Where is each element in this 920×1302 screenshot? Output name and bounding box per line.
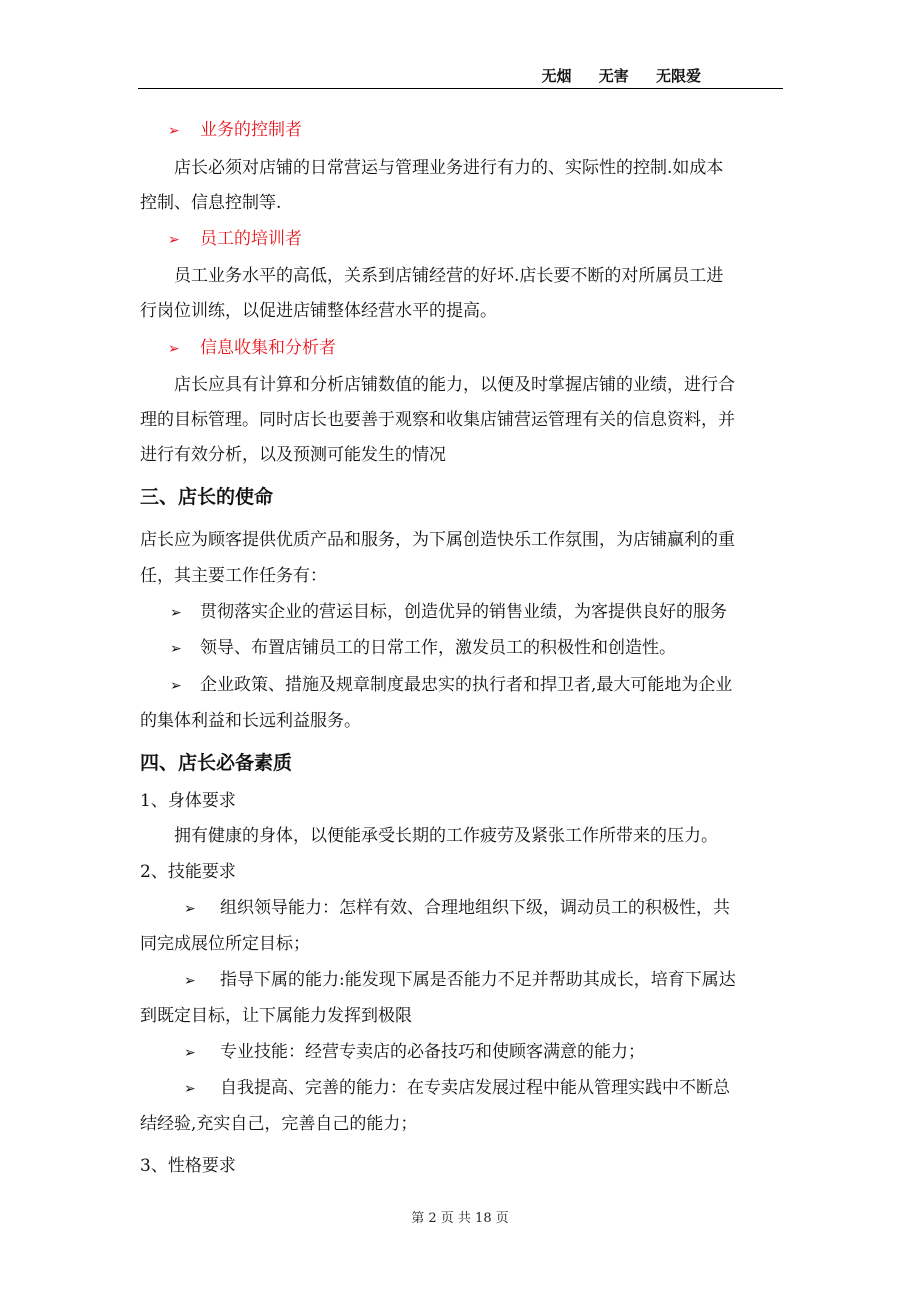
role-title-text: 信息收集和分析者 xyxy=(200,338,336,358)
role-title-analyst xyxy=(168,337,336,360)
page-footer: 第 2 页 共 18 页 xyxy=(411,1211,509,1226)
list-item-text: 指导下属的能力:能发现下属是否能力不足并帮助其成长，培育下属达 xyxy=(220,970,736,990)
list-item-text: 领导、布置店铺员工的日常工作，激发员工的积极性和创造性。 xyxy=(200,638,676,658)
arrow-bullet-icon: ➢ xyxy=(168,123,180,139)
arrow-bullet-icon: ➢ xyxy=(168,341,180,357)
paragraph-line: 到既定目标，让下属能力发挥到极限 xyxy=(140,1006,412,1026)
paragraph-line: 店长应具有计算和分析店铺数值的能力，以便及时掌握店铺的业绩，进行合 xyxy=(174,375,735,395)
numbered-subheading: 2、技能要求 xyxy=(140,862,236,882)
list-item xyxy=(184,969,736,992)
list-item xyxy=(170,601,727,624)
list-item-text: 专业技能：经营专卖店的必备技巧和使顾客满意的能力； xyxy=(220,1042,645,1062)
arrow-bullet-icon: ➢ xyxy=(170,605,182,621)
paragraph-line: 任，其主要工作任务有： xyxy=(140,566,327,586)
list-item-text: 企业政策、措施及规章制度最忠实的执行者和捍卫者,最大可能地为企业 xyxy=(200,675,733,695)
role-title-text: 业务的控制者 xyxy=(200,120,302,140)
role-title-control xyxy=(168,119,302,142)
paragraph-line: 同完成展位所定目标； xyxy=(140,934,310,954)
arrow-bullet-icon: ➢ xyxy=(170,678,182,694)
arrow-bullet-icon: ➢ xyxy=(184,1045,196,1061)
paragraph-line: 拥有健康的身体，以便能承受长期的工作疲劳及紧张工作所带来的压力。 xyxy=(174,826,718,846)
paragraph-line: 进行有效分析，以及预测可能发生的情况 xyxy=(140,445,446,465)
arrow-bullet-icon: ➢ xyxy=(184,1081,196,1097)
list-item-text: 自我提高、完善的能力：在专卖店发展过程中能从管理实践中不断总 xyxy=(220,1078,730,1098)
header-slogan-3: 无限爱 xyxy=(655,67,701,85)
paragraph-line: 行岗位训练，以促进店铺整体经营水平的提高。 xyxy=(140,301,497,321)
arrow-bullet-icon: ➢ xyxy=(168,232,180,248)
paragraph-line: 店长应为顾客提供优质产品和服务，为下属创造快乐工作氛围，为店铺赢利的重 xyxy=(140,530,735,550)
paragraph-line: 控制、信息控制等. xyxy=(140,193,282,213)
role-title-text: 员工的培训者 xyxy=(200,229,302,249)
numbered-subheading: 3、性格要求 xyxy=(140,1156,236,1176)
page-header xyxy=(138,62,783,89)
paragraph-line: 店长必须对店铺的日常营运与管理业务进行有力的、实际性的控制.如成本 xyxy=(174,158,724,178)
header-slogan-2: 无害 xyxy=(598,67,629,85)
numbered-subheading: 1、身体要求 xyxy=(140,791,236,811)
list-item xyxy=(184,1041,645,1064)
paragraph-line: 的集体利益和长远利益服务。 xyxy=(140,711,361,731)
list-item xyxy=(170,674,732,697)
list-item xyxy=(170,637,676,660)
header-slogan xyxy=(519,65,701,86)
list-item-text: 贯彻落实企业的营运目标，创造优异的销售业绩，为客提供良好的服务 xyxy=(200,602,727,622)
list-item xyxy=(184,897,730,920)
role-title-trainer xyxy=(168,228,302,251)
header-slogan-1: 无烟 xyxy=(541,67,572,85)
list-item xyxy=(184,1077,730,1100)
arrow-bullet-icon: ➢ xyxy=(170,641,182,657)
section-heading-mission: 三、店长的使命 xyxy=(140,486,274,508)
paragraph-line: 结经验,充实自己，完善自己的能力； xyxy=(140,1114,418,1134)
arrow-bullet-icon: ➢ xyxy=(184,901,196,917)
arrow-bullet-icon: ➢ xyxy=(184,973,196,989)
paragraph-line: 员工业务水平的高低，关系到店铺经营的好坏.店长要不断的对所属员工进 xyxy=(174,266,724,286)
paragraph-line: 理的目标管理。同时店长也要善于观察和收集店铺营运管理有关的信息资料，并 xyxy=(140,410,735,430)
section-heading-qualities: 四、店长必备素质 xyxy=(140,752,293,774)
list-item-text: 组织领导能力：怎样有效、合理地组织下级，调动员工的积极性，共 xyxy=(220,898,730,918)
